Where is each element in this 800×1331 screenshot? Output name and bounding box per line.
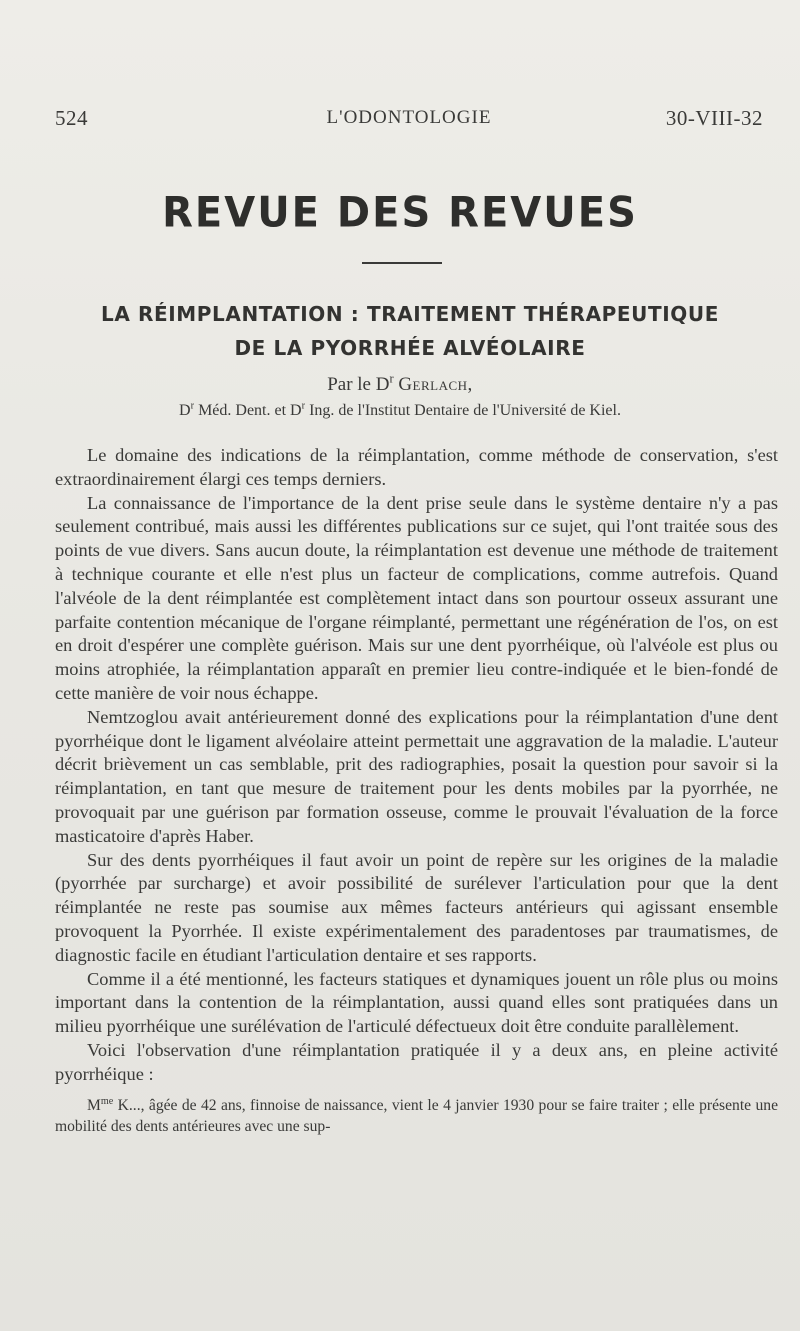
page-number: 524	[55, 106, 88, 130]
title-rule	[362, 262, 442, 264]
article-title-line-1: LA RÉIMPLANTATION : TRAITEMENT THÉRAPEUTIQUE	[100, 302, 720, 326]
journal-name: L'ODONTOLOGIE	[326, 107, 492, 128]
author-name: Gerlach,	[398, 374, 473, 395]
affiliation-mid: Méd. Dent. et D	[194, 402, 302, 419]
byline	[0, 371, 800, 396]
case-sup: me	[100, 1095, 114, 1107]
paragraph: Comme il a été mentionné, les facteurs statiques et dynamiques jouent un rôle plus ou moins important dans la contention de la réimplantation, aussi quand elles sont pratiquées dans un milieu pyorrhéique une surélévation de l'articulé défectueux doit être conduite parallèlement.	[55, 968, 778, 1037]
paragraph: La connaissance de l'importance de la dent prise seule dans le système dentaire n'y a pas seulement contribué, mais aussi les différentes publications sur ce sujet, qui l'ont traitée sous des points de vue divers. Sans aucun doute, la réimplantation est devenue une méthode de traitement à technique courante et elle n'est plus un facteur de complications, comme autrefois. Quand l'alvéole de la dent réimplantée est complètement intact dans son pourtour osseux assurant une parfaite contention mécanique de l'organe réimplanté, permettant une régénération de l'os, on est en droit d'espérer une complète guérison. Mais sur une dent pyorrhéique, où l'alvéole est plus ou moins atrophiée, la réimplantation apparaît en premier lieu contre-indiquée et le bien-fondé de cette manière de voir nous échappe.	[55, 492, 778, 703]
issue-date: 30-VIII-32	[665, 106, 763, 130]
article-title-line-2: DE LA PYORRHÉE ALVÉOLAIRE	[234, 336, 586, 360]
case-text: K..., âgée de 42 ans, finnoise de naissance, vient le 4 janvier 1930 pour se faire traiter ; elle présente une mobilité des dents antérieures avec une sup-	[55, 1096, 778, 1135]
affiliation	[0, 402, 800, 420]
paragraph: Le domaine des indications de la réimplantation, comme méthode de conservation, s'est extraordinairement élargi ces temps derniers.	[55, 445, 778, 489]
paragraph: Voici l'observation d'une réimplantation pratiquée il y a deux ans, en pleine activité pyorrhéique :	[55, 1039, 778, 1084]
byline-sup: r	[389, 371, 394, 386]
affiliation-d1: D	[179, 402, 191, 419]
case-note	[55, 1095, 778, 1137]
byline-prefix: Par le D	[327, 374, 390, 395]
case-prefix: M	[87, 1096, 101, 1114]
running-header	[55, 106, 763, 136]
paragraph: Sur des dents pyorrhéiques il faut avoir un point de repère sur les origines de la maladie (pyorrhée par surcharge) et avoir possibilité de surélever l'articulation pour que la dent réimplantée ne reste pas soumise aux mêmes facteurs antérieurs qui agissant ensemble provoquent la Pyorrhée. Il existe expérimentalement des paradentoses par traumatismes, de diagnostic facile en étudiant l'articulation dentaire et ses rapports.	[55, 849, 778, 965]
article-body	[55, 444, 778, 1137]
section-title: REVUE DES REVUES	[162, 188, 638, 238]
affiliation-sup2: r	[301, 400, 306, 412]
paragraph: Nemtzoglou avait antérieurement donné des explications pour la réimplantation d'une dent pyorrhéique dont le ligament alvéolaire atteint permettait une aggravation de la maladie. L'auteur décrit brièvement un cas semblable, prit des radiographies, posait la question pour savoir si la réimplantation, en tant que mesure de traitement pour les dents mobiles par la pyorrhée, ne provoquait par une guérison par formation osseuse, comme le prouvait l'évaluation de la force masticatoire d'après Haber.	[55, 706, 778, 846]
affiliation-sup1: r	[190, 400, 195, 412]
affiliation-rest: Ing. de l'Institut Dentaire de l'Université de Kiel.	[305, 402, 621, 419]
